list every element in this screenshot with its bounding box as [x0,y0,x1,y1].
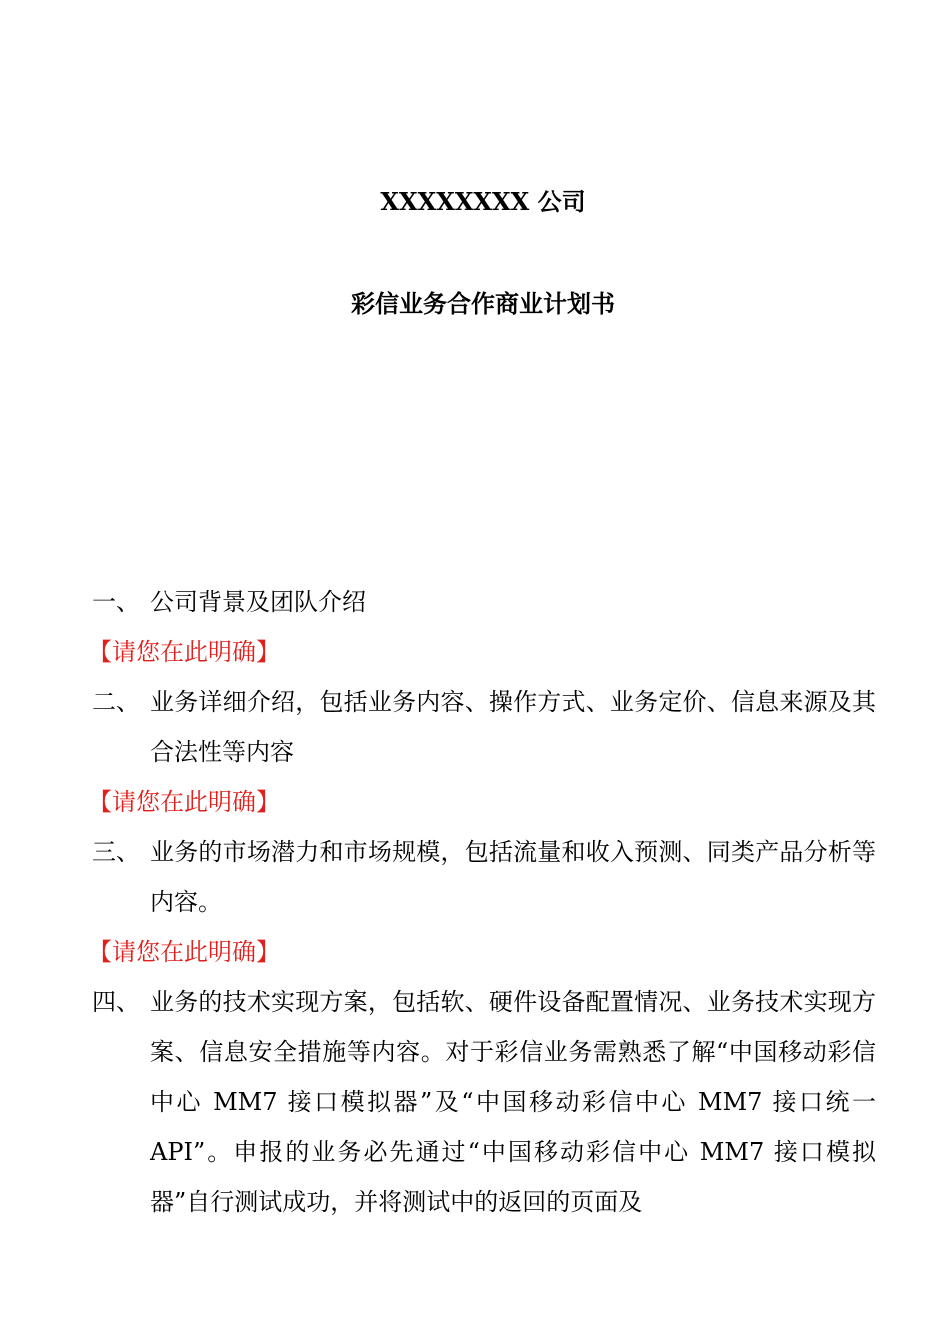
section-number: 三、 [92,838,140,866]
fill-in-note: 【请您在此明确】 [88,788,280,816]
section-4 [92,977,876,1227]
plan-title: 彩信业务合作商业计划书 [351,289,615,318]
section-heading: 业务的技术实现方案，包括软、硬件设备配置情况、业务技术实现方案、信息安全措施等内容。对于彩信业务需熟悉了解“中国移动彩信中心 MM7 接口模拟器”及“中国移动彩信中心 MM7 接口统一 API”。申报的业务必先通过“中国移动彩信中心 MM7 接口模拟器”自行测试成功，并将测试中的返回的页面及 [150,988,876,1216]
section-2 [92,677,876,777]
section-number: 二、 [92,688,140,716]
section-heading: 业务详细介绍，包括业务内容、操作方式、业务定价、信息来源及其合法性等内容 [150,688,876,766]
section-number: 四、 [92,988,140,1016]
company-title: XXXXXXXX 公司 [380,187,586,216]
section-number: 一、 [92,588,140,616]
document-body [88,577,876,1227]
fill-in-note: 【请您在此明确】 [88,938,280,966]
fill-in-note: 【请您在此明确】 [88,638,280,666]
section-1 [92,577,876,627]
section-heading: 公司背景及团队介绍 [150,588,366,616]
section-heading: 业务的市场潜力和市场规模，包括流量和收入预测、同类产品分析等内容。 [150,838,876,916]
section-3 [92,827,876,927]
